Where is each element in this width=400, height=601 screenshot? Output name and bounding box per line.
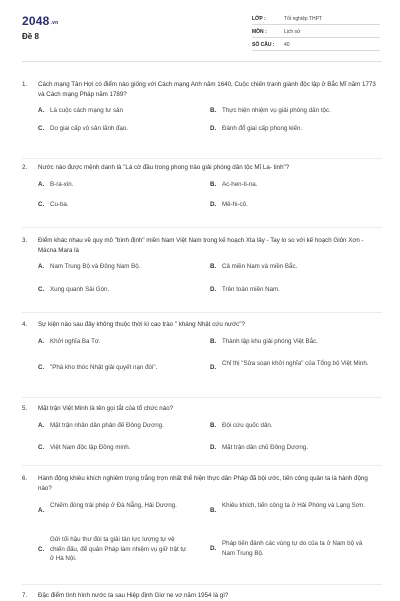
option-text: Chỉ thị "Sửa soạn khởi nghĩa" của Tổng bộ Việt Minh. bbox=[222, 359, 369, 367]
option-text: B-ra-xin. bbox=[50, 180, 74, 188]
option-letter: B. bbox=[210, 180, 217, 188]
logo-text: 2048 bbox=[22, 14, 50, 28]
option-letter: B. bbox=[210, 263, 217, 270]
option-d[interactable] bbox=[210, 443, 370, 453]
option-letter: A. bbox=[38, 337, 45, 345]
question-2 bbox=[22, 163, 382, 212]
exam-meta bbox=[252, 12, 380, 51]
option-b[interactable] bbox=[210, 501, 370, 514]
option-letter: A. bbox=[38, 421, 45, 429]
question-number: 2. bbox=[22, 164, 28, 171]
meta-value: 40 bbox=[284, 42, 290, 48]
option-letter: D. bbox=[210, 443, 217, 451]
question-6 bbox=[22, 474, 382, 567]
option-letter: B. bbox=[210, 107, 217, 114]
question-divider bbox=[22, 584, 382, 585]
question-number: 7. bbox=[22, 592, 28, 599]
exam-title: Đề 8 bbox=[22, 32, 39, 41]
question-text: Cách mạng Tân Hợi có điểm nào giống với Cách mạng Anh năm 1640, Cuộc chiến tranh giành độc lập ở Bắc Mĩ năm 1773 và Cách mạng Pháp năm 1789? bbox=[38, 81, 376, 98]
option-letter: C. bbox=[38, 363, 45, 371]
option-letter: B. bbox=[210, 337, 217, 345]
option-text: Mặt trận dân chủ Đông Dương. bbox=[222, 443, 308, 451]
option-text: Cu-ba. bbox=[50, 200, 69, 208]
options bbox=[38, 421, 382, 455]
option-letter: C. bbox=[38, 286, 45, 293]
question-text: Mặt trận Việt Minh là tên gọi tắt của tổ chức nào? bbox=[38, 405, 174, 412]
option-text: Đội cứu quốc dân. bbox=[222, 421, 273, 429]
option-letter: C. bbox=[38, 546, 45, 553]
question-number: 6. bbox=[22, 475, 28, 482]
option-a[interactable] bbox=[38, 180, 188, 190]
question-divider bbox=[22, 397, 382, 398]
question-4 bbox=[22, 320, 382, 379]
option-letter: D. bbox=[210, 363, 217, 371]
option-text: Chiếm đóng trái phép ở Đà Nẵng, Hải Dương. bbox=[50, 502, 177, 509]
option-a[interactable] bbox=[38, 262, 188, 272]
options bbox=[38, 180, 382, 212]
option-text: Cả miền Nam và miền Bắc. bbox=[222, 263, 298, 270]
question-5 bbox=[22, 404, 382, 455]
logo-suffix: .vn bbox=[50, 20, 59, 26]
option-d[interactable] bbox=[210, 124, 370, 134]
question-number: 1. bbox=[22, 81, 28, 88]
option-a[interactable] bbox=[38, 421, 188, 431]
option-letter: A. bbox=[38, 180, 45, 188]
option-letter: A. bbox=[38, 507, 45, 514]
meta-label: MÔN : bbox=[252, 29, 267, 35]
option-letter: C. bbox=[38, 200, 45, 208]
option-d[interactable] bbox=[210, 285, 370, 295]
option-text: Đánh đổ giai cấp phong kiến. bbox=[222, 125, 303, 132]
options bbox=[38, 337, 382, 379]
question-7 bbox=[22, 591, 382, 601]
option-letter: B. bbox=[210, 421, 217, 429]
meta-value: Tốt nghiệp THPT bbox=[284, 16, 322, 22]
option-letter: A. bbox=[38, 107, 45, 114]
option-text: Khiêu khích, tiến công ta ở Hải Phòng và Lạng Sơn. bbox=[222, 502, 365, 509]
option-c[interactable] bbox=[38, 285, 188, 295]
option-letter: A. bbox=[38, 263, 45, 270]
option-b[interactable] bbox=[210, 421, 370, 431]
option-letter: C. bbox=[38, 443, 45, 451]
option-d[interactable] bbox=[210, 539, 370, 558]
question-text: Đặc điểm tình hình nước ta sau Hiệp định Giơ ne vơ năm 1954 là gì? bbox=[38, 592, 229, 599]
option-a[interactable] bbox=[38, 337, 188, 347]
options bbox=[38, 501, 382, 567]
option-letter: D. bbox=[210, 200, 217, 208]
question-number: 3. bbox=[22, 237, 28, 244]
question-text: Sự kiện nào sau đây không thuộc thời kì cao trào " kháng Nhật cứu nước"? bbox=[38, 321, 245, 328]
meta-value: Lịch sử bbox=[284, 29, 301, 35]
option-c[interactable] bbox=[38, 443, 188, 453]
question-3 bbox=[22, 236, 382, 297]
option-letter: C. bbox=[38, 125, 45, 132]
question-text: Điểm khác nhau về quy mô "bình định" miền Nam Việt Nam trong kế hoạch Xta lây - Tay lo so với kế hoạch Giôn Xơn - Mácna Mara là bbox=[38, 237, 364, 254]
option-b[interactable] bbox=[210, 106, 370, 116]
option-c[interactable] bbox=[38, 200, 188, 210]
question-divider bbox=[22, 465, 382, 466]
option-text: Trên toàn miền Nam. bbox=[222, 286, 280, 293]
option-b[interactable] bbox=[210, 180, 370, 190]
option-d[interactable] bbox=[210, 359, 370, 369]
meta-count-row bbox=[252, 38, 380, 51]
question-divider bbox=[22, 158, 382, 159]
question-text: Nước nào được mệnh danh là "Lá cờ đầu trong phong trào giải phóng dân tộc Mĩ La- tinh"? bbox=[38, 164, 290, 171]
option-text: "Phá kho thóc Nhật giải quyết nạn đói". bbox=[50, 363, 158, 371]
option-text: Ac-hen-ti-na. bbox=[222, 180, 258, 188]
option-b[interactable] bbox=[210, 337, 370, 347]
options bbox=[38, 106, 382, 136]
question-1 bbox=[22, 80, 382, 136]
option-c[interactable] bbox=[38, 363, 188, 373]
option-text: Khởi nghĩa Ba Tơ. bbox=[50, 337, 101, 345]
meta-subject-row bbox=[252, 25, 380, 38]
options bbox=[38, 262, 382, 297]
option-text: Thành lập khu giải phóng Việt Bắc. bbox=[222, 337, 318, 345]
site-logo[interactable] bbox=[22, 14, 58, 28]
meta-label: LỚP : bbox=[252, 16, 266, 22]
option-a[interactable] bbox=[38, 501, 188, 514]
option-text: Pháp tiến đánh các vùng tự do của ta ở Nam bộ và Nam Trung Bộ. bbox=[222, 540, 363, 557]
option-letter: D. bbox=[210, 125, 217, 132]
header-divider bbox=[22, 61, 382, 62]
option-text: Gửi tối hậu thư đòi ta giải tán lực lượng tự vệ chiến đấu, để quân Pháp làm nhiệm vụ giữ trật tự ở Hà Nội. bbox=[50, 536, 187, 562]
option-text: Nam Trung Bộ và Đông Nam Bộ. bbox=[50, 263, 141, 270]
question-number: 4. bbox=[22, 321, 28, 328]
option-letter: D. bbox=[210, 545, 217, 552]
option-text: Là cuộc cách mạng tư sản bbox=[50, 107, 123, 114]
option-letter: D. bbox=[210, 286, 217, 293]
option-a[interactable] bbox=[38, 106, 188, 116]
question-number: 5. bbox=[22, 405, 28, 412]
option-text: Mặt trận nhân dân phản đế Đông Dương. bbox=[50, 421, 164, 429]
option-text: Việt Nam độc lập Đồng minh. bbox=[50, 443, 131, 451]
option-text: Xung quanh Sài Gòn. bbox=[50, 286, 110, 293]
meta-label: SỐ CÂU : bbox=[252, 42, 275, 48]
option-text: Thực hiện nhiệm vụ giải phóng dân tộc. bbox=[222, 107, 331, 114]
question-divider bbox=[22, 312, 382, 313]
option-letter: B. bbox=[210, 507, 217, 514]
question-divider bbox=[22, 227, 382, 228]
option-text: Mê-hi-cô. bbox=[222, 200, 248, 208]
meta-class-row bbox=[252, 12, 380, 25]
option-c[interactable] bbox=[38, 535, 188, 564]
option-c[interactable] bbox=[38, 124, 188, 134]
question-text: Hành động khiêu khích nghiêm trọng trắng trợn nhất thể hiện thực dân Pháp đã bội ước, tiến công quân ta là hành động nào? bbox=[38, 475, 368, 492]
option-text: Do giai cấp vô sản lãnh đạo. bbox=[50, 125, 129, 132]
option-b[interactable] bbox=[210, 262, 370, 272]
option-d[interactable] bbox=[210, 200, 370, 210]
